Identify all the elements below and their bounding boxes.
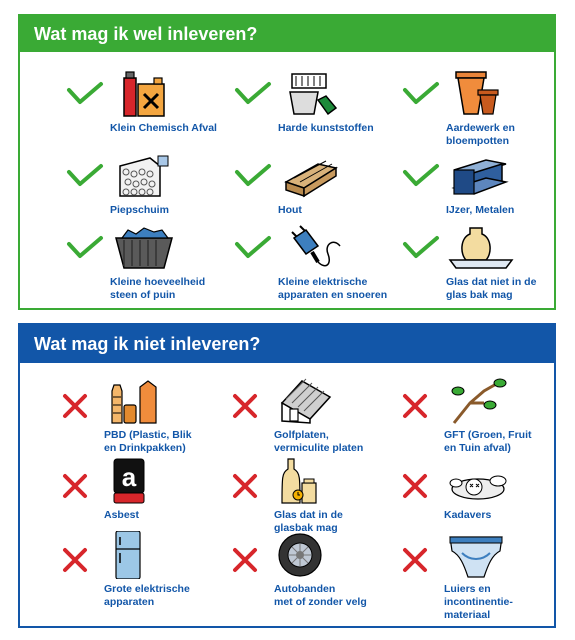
reject-item [60, 531, 230, 611]
tire-icon [274, 531, 344, 579]
cross-icon [60, 391, 90, 421]
item-label: Autobanden met of zonder velg [274, 583, 367, 608]
item-label: Hout [278, 204, 302, 216]
packaging-icon [104, 377, 174, 425]
item-label: Klein Chemisch Afval [110, 122, 217, 134]
accept-item [66, 70, 236, 150]
item-label: Asbest [104, 509, 140, 521]
cross-icon [230, 471, 260, 501]
check-icon [66, 232, 104, 262]
check-icon [402, 78, 440, 108]
item-label: Grote elektrische apparaten [104, 583, 190, 608]
check-icon [234, 232, 272, 262]
accept-panel [18, 14, 556, 310]
svg-text:a: a [121, 462, 137, 492]
item-label: Golfplaten, vermiculite platen [274, 429, 364, 454]
wood-icon [278, 152, 348, 200]
flowerpots-icon [446, 70, 516, 118]
glass-bottles-icon [274, 457, 344, 505]
cross-icon [230, 391, 260, 421]
cross-icon [60, 545, 90, 575]
reject-item [400, 377, 570, 457]
accept-item [66, 224, 236, 304]
cross-icon [400, 471, 430, 501]
item-label: PBD (Plastic, Blik en Drinkpakken) [104, 429, 192, 454]
accept-title: Wat mag ik wel inleveren? [20, 16, 554, 52]
reject-item [60, 377, 230, 457]
styrofoam-icon [110, 152, 180, 200]
item-label: Harde kunststoffen [278, 122, 374, 134]
diaper-icon [444, 531, 514, 579]
item-label: GFT (Groen, Fruit en Tuin afval) [444, 429, 532, 454]
reject-item [60, 457, 230, 537]
accept-item [402, 224, 572, 304]
accept-item [66, 152, 236, 232]
corrugated-roof-icon [274, 377, 344, 425]
glass-vase-icon [446, 224, 516, 272]
reject-panel [18, 323, 556, 628]
cross-icon [230, 545, 260, 575]
check-icon [234, 160, 272, 190]
cross-icon [400, 391, 430, 421]
carcass-icon [444, 457, 514, 505]
electric-plug-icon [278, 224, 348, 272]
reject-item [230, 377, 400, 457]
cross-icon [60, 471, 90, 501]
accept-item [234, 70, 404, 150]
item-label: Kleine hoeveelheid steen of puin [110, 276, 206, 301]
hard-plastics-icon [278, 70, 348, 118]
item-label: Glas dat niet in de glas bak mag [446, 276, 537, 301]
item-label: Kadavers [444, 509, 492, 521]
item-label: Glas dat in de glasbak mag [274, 509, 343, 534]
check-icon [66, 78, 104, 108]
reject-item [230, 531, 400, 611]
item-label: Kleine elektrische apparaten en snoeren [278, 276, 388, 301]
metal-beam-icon [446, 152, 516, 200]
check-icon [402, 232, 440, 262]
cross-icon [400, 545, 430, 575]
accept-item [402, 152, 572, 232]
asbestos-icon [104, 457, 174, 505]
item-label: Piepschuim [110, 204, 169, 216]
item-label: IJzer, Metalen [446, 204, 515, 216]
reject-title: Wat mag ik niet inleveren? [20, 325, 554, 363]
reject-item [400, 457, 570, 537]
chemical-waste-icon [110, 70, 180, 118]
rubble-container-icon [110, 224, 180, 272]
accept-item [234, 152, 404, 232]
check-icon [402, 160, 440, 190]
reject-item [400, 531, 570, 621]
branch-icon [444, 377, 514, 425]
accept-item [402, 70, 572, 150]
fridge-icon [104, 531, 174, 579]
check-icon [66, 160, 104, 190]
item-label: Luiers en incontinentie- materiaal [444, 583, 513, 621]
item-label: Aardewerk en bloempotten [446, 122, 515, 147]
check-icon [234, 78, 272, 108]
reject-item [230, 457, 400, 537]
accept-item [234, 224, 404, 304]
